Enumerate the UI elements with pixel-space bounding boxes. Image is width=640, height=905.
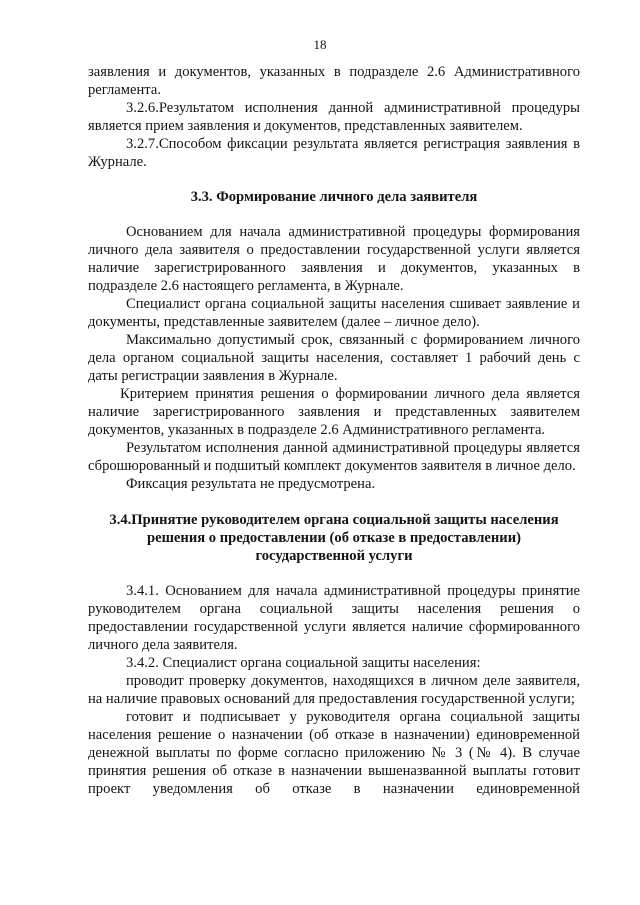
paragraph-3-2-6: 3.2.6.Результатом исполнения данной административной процедуры является прием заявления и документов, представленных заявителем.	[88, 100, 580, 134]
page-number: 18	[313, 37, 327, 52]
section-heading-3-3: 3.3. Формирование личного дела заявителя	[190, 189, 478, 205]
paragraph-max-term: Максимально допустимый срок, связанный с формированием личного дела органом социальной защиты населения, составляет 1 рабочий день с даты регистрации заявления в Журнале.	[88, 332, 580, 384]
paragraph-continuation: заявления и документов, указанных в подразделе 2.6 Административного регламента.	[88, 64, 580, 98]
paragraph-result: Результатом исполнения данной административной процедуры является сброшюрованный и подшитый комплект документов заявителя в личное дело.	[88, 440, 580, 474]
paragraph-prepare-decision: готовит и подписывает у руководителя органа социальной защиты населения решение о назначении (об отказе в назначении) единовременной денежной выплаты по форме согласно приложению № 3 (№ 4). В случае принятия решения об отказе в назначении вышеназванной выплаты готовит проект уведомления об отказе в назначении единовременной	[88, 709, 580, 797]
section-heading-3-4: 3.4.Принятие руководителем органа социальной защиты населения решения о предоставлении (об отказе в предоставлении) государственной услуги	[109, 512, 559, 564]
paragraph-3-4-1: 3.4.1. Основанием для начала административной процедуры принятие руководителем органа социальной защиты населения решения о предоставлении государственной услуги является наличие сформированного личного дела заявителя.	[88, 583, 580, 653]
paragraph-3-4-2: 3.4.2. Специалист органа социальной защиты населения:	[126, 655, 481, 671]
document-body	[88, 63, 580, 798]
paragraph-fixation: Фиксация результата не предусмотрена.	[126, 476, 376, 492]
paragraph-basis: Основанием для начала административной процедуры формирования личного дела заявителя о предоставлении государственной услуги является наличие зарегистрированного заявления и документов, указанных в подразделе 2.6 настоящего регламента, в Журнале.	[88, 224, 580, 294]
paragraph-3-2-7: 3.2.7.Способом фиксации результата является регистрация заявления в Журнале.	[88, 136, 580, 170]
paragraph-check-documents: проводит проверку документов, находящихся в личном деле заявителя, на наличие правовых оснований для предоставления государственной услуги;	[88, 673, 580, 707]
paragraph-specialist: Специалист органа социальной защиты населения сшивает заявление и документы, представленные заявителем (далее – личное дело).	[88, 296, 580, 330]
paragraph-criterion: Критерием принятия решения о формировании личного дела является наличие зарегистрированного заявления и представленных заявителем документов, указанных в подразделе 2.6 Административного регламента.	[88, 386, 580, 438]
